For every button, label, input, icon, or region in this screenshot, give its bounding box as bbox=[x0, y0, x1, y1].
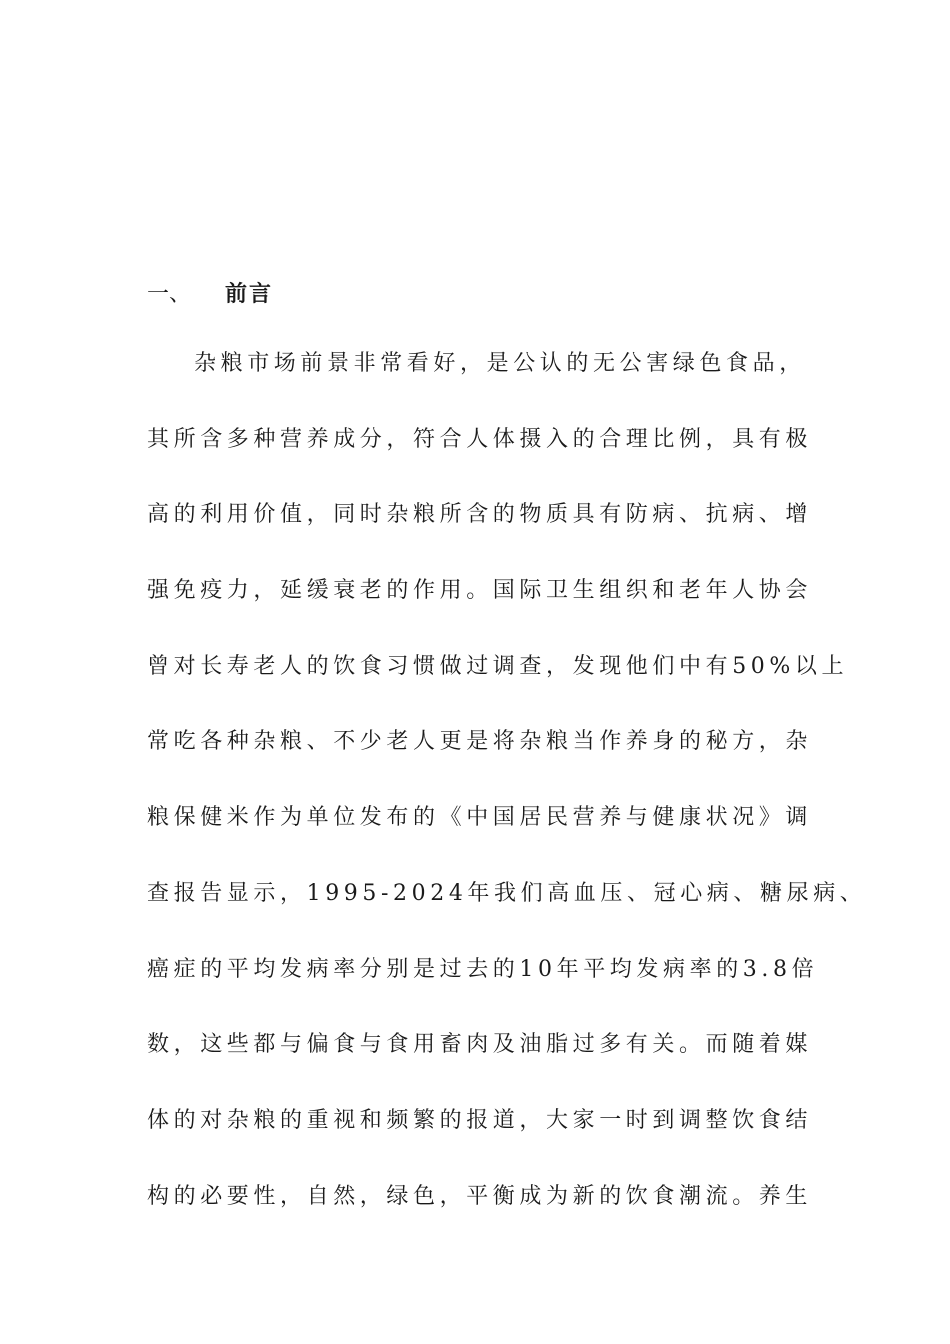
paragraph-line: 体的对杂粮的重视和频繁的报道，大家一时到调整饮食结 bbox=[147, 1107, 813, 1133]
paragraph-line: 查报告显示，1995-2024年我们高血压、冠心病、糖尿病、 bbox=[147, 880, 867, 906]
paragraph-line: 杂粮市场前景非常看好，是公认的无公害绿色食品， bbox=[194, 351, 806, 376]
paragraph-line: 粮保健米作为单位发布的《中国居民营养与健康状况》调 bbox=[147, 805, 813, 831]
section-heading bbox=[147, 278, 273, 311]
body-paragraph bbox=[147, 345, 867, 1253]
paragraph-line: 构的必要性，自然，绿色，平衡成为新的饮食潮流。养生 bbox=[147, 1183, 813, 1209]
section-title: 前言 bbox=[225, 281, 274, 307]
paragraph-line: 其所含多种营养成分，符合人体摄入的合理比例，具有极 bbox=[147, 426, 813, 452]
paragraph-line: 数，这些都与偏食与食用畜肉及油脂过多有关。而随着媒 bbox=[147, 1032, 813, 1058]
paragraph-line: 常吃各种杂粮、不少老人更是将杂粮当作养身的秘方，杂 bbox=[147, 729, 813, 755]
paragraph-line: 曾对长寿老人的饮食习惯做过调查，发现他们中有50%以上 bbox=[147, 653, 849, 679]
paragraph-line: 高的利用价值，同时杂粮所含的物质具有防病、抗病、增 bbox=[147, 502, 813, 528]
paragraph-line: 强免疫力，延缓衰老的作用。国际卫生组织和老年人协会 bbox=[147, 578, 813, 604]
paragraph-line: 癌症的平均发病率分别是过去的10年平均发病率的3.8倍 bbox=[147, 956, 819, 982]
section-number: 一、 bbox=[147, 282, 192, 307]
